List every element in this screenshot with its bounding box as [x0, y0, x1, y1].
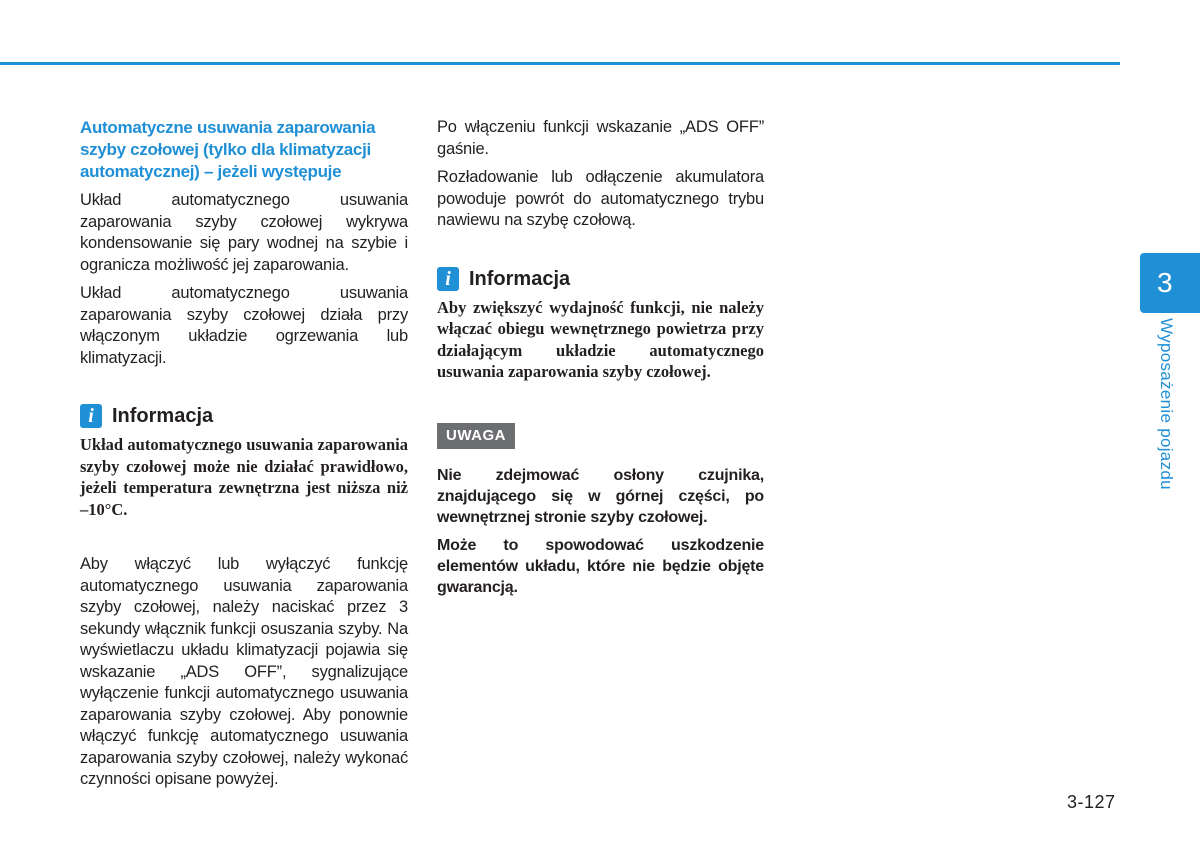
info-icon: i [80, 404, 102, 428]
paragraph-toggle-instructions: Aby włączyć lub wyłączyć funkcję automatycznego usuwania zaparowania szyby czołowej, należy naciskać przez 3 sekundy włącznik funkcji osuszania szyby. Na wyświetlaczu układu klimatyzacji pojawia się wskazanie „ADS OFF”, sygnalizujące wyłączenie funkcji automatycznego usuwania zaparowania szyby czołowej. Aby ponownie włączyć funkcję automatycznego usuwania zaparowania szyby czołowej, należy wykonać czynności opisane powyżej. [80, 555, 408, 788]
warning-badge: UWAGA [437, 423, 515, 449]
warning-text-sensor: Nie zdejmować osłony czujnika, znajdującego się w górnej części, po wewnętrznej stronie szyby czołowej. [437, 466, 764, 526]
right-column [437, 117, 764, 605]
header-rule [0, 62, 1120, 65]
paragraph-detection: Układ automatycznego usuwania zaparowania szyby czołowej wykrywa kondensowanie się pary wodnej na szybie i ogranicza możliwość jej zaparowania. [80, 191, 408, 274]
info-box-title [437, 267, 764, 291]
info-box-body: Aby zwiększyć wydajność funkcji, nie należy włączać obiegu wewnętrznego powietrza przy działającym układzie automatycznego usuwania zaparowania szyby czołowej. [437, 297, 764, 381]
chapter-number-tab: 3 [1140, 253, 1200, 313]
page-number: 3-127 [1067, 792, 1116, 812]
info-icon: i [437, 267, 459, 291]
warning-text-damage: Może to spowodować uszkodzenie elementów układu, które nie będzie objęte gwarancją. [437, 536, 764, 596]
info-box-title [80, 404, 408, 428]
paragraph-battery: Rozładowanie lub odłączenie akumulatora powoduje powrót do automatycznego trybu nawiewu na szybę czołową. [437, 168, 764, 229]
paragraph-operation: Układ automatycznego usuwania zaparowania szyby czołowej działa przy włączonym układzie ogrzewania lub klimatyzacji. [80, 284, 408, 367]
section-heading: Automatyczne usuwania zaparowania szyby czołowej (tylko dla klimatyzacji automatycznej) – jeżeli występuje [80, 118, 376, 181]
chapter-title: Wyposażenie pojazdu [1157, 318, 1176, 490]
left-column [80, 117, 408, 798]
paragraph-ads-off: Po włączeniu funkcji wskazanie „ADS OFF” gaśnie. [437, 118, 764, 158]
info-label: Informacja [469, 267, 571, 290]
info-label: Informacja [112, 405, 214, 427]
info-box-body: Układ automatycznego usuwania zaparowania szyby czołowej może nie działać prawidłowo, jeżeli temperatura zewnętrzna jest niższa niż –10°C. [80, 435, 408, 519]
